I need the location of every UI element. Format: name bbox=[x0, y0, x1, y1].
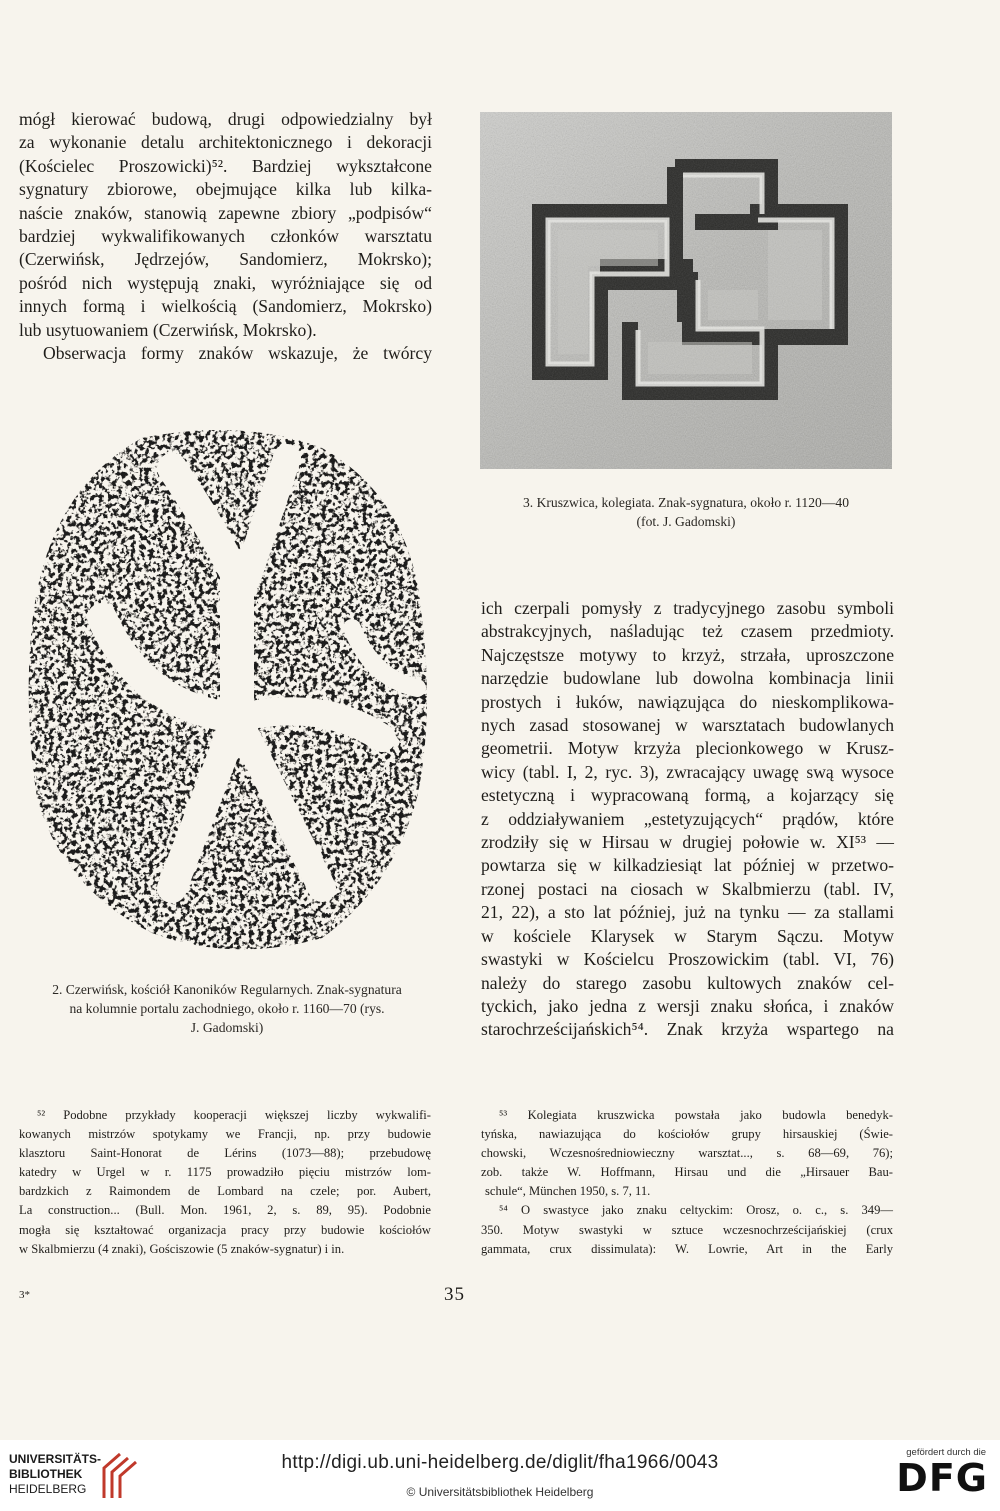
text-line: bardziej wykwalifikowanych członków warsztatu bbox=[19, 226, 432, 247]
text-line: abstrakcyjnych, naśladując też czasem przedmioty. bbox=[481, 621, 894, 642]
left-column-text bbox=[19, 108, 432, 365]
footnote-line: La construction... (Bull. Mon. 1961, 2, s. 89, 95). Podobnie bbox=[19, 1203, 431, 1218]
source-url-link[interactable]: http://digi.ub.uni-heidelberg.de/diglit/fha1966/0043 bbox=[281, 1452, 719, 1473]
text-line: rzonej postaci na ciosach w Skalbmierzu (tabl. IV, bbox=[481, 878, 894, 899]
text-line: innych formą i wielkością (Sandomierz, Mokrsko) bbox=[19, 296, 432, 317]
figure-3-caption bbox=[476, 493, 896, 531]
text-line: z oddziaływaniem „estetyzujących“ prądów, które bbox=[481, 808, 894, 829]
text-line: tyckich, jako jedna z wersji znaku słońca, i znaków bbox=[481, 995, 894, 1016]
footnote-line: ⁵⁴ O swastyce jako znaku celtyckim: Orosz, o. c., s. 349— bbox=[499, 1203, 893, 1218]
text-line: ich czerpali pomysły z tradycyjnego zasobu symboli bbox=[481, 598, 894, 618]
footnote-line: tyńska, nawiazująca do kościołów grupy hirsauskiej (Świe- bbox=[481, 1127, 893, 1142]
text-line: narzędzie budowlane lub dowolna kombinacja linii bbox=[481, 668, 894, 689]
caption-line: 2. Czerwińsk, kościół Kanoników Regularnych. Znak-sygnatura bbox=[52, 982, 402, 997]
funder-label: gefördert durch die bbox=[906, 1447, 986, 1458]
footnote-line: schule“, München 1950, s. 7, 11. bbox=[485, 1184, 651, 1199]
text-line: należy do starego zasobu kultowych znaków cel- bbox=[481, 972, 894, 993]
footnote-line: 350. Motyw swastyki w sztuce wczesnochrześcijańskiej (crux bbox=[481, 1222, 893, 1237]
footnote-line: chowski, Wczesnośredniowieczny warsztat..., s. 68—69, 76); bbox=[481, 1146, 893, 1161]
text-line: za wykonanie detalu architektonicznego i dekoracji bbox=[19, 132, 432, 153]
text-line: naście znaków, stanowią zapewne zbiory „podpisów“ bbox=[19, 202, 432, 223]
text-line: mógł kierować budową, drugi odpowiedzialny był bbox=[19, 109, 432, 129]
text-line: zrodziły się w Hirsau w drugiej połowie w. XI⁵³ — bbox=[481, 832, 894, 853]
text-line: nych zasad stosowanej w warsztatach budowlanych bbox=[481, 715, 894, 736]
footnote-line: ⁵³ Kolegiata kruszwicka powstała jako budowla benedyk- bbox=[499, 1108, 893, 1122]
text-line: Najczęstsze motywy to krzyż, strzała, uproszczone bbox=[481, 644, 894, 665]
institution-line: UNIVERSITÄTS- bbox=[9, 1452, 102, 1466]
dfg-logo[interactable]: DFG bbox=[896, 1456, 988, 1500]
right-column-text bbox=[481, 597, 894, 1042]
text-line: geometrii. Motyw krzyża plecionkowego w Krusz- bbox=[481, 738, 894, 759]
text-line: Obserwacja formy znaków wskazuje, że twórcy bbox=[43, 343, 432, 364]
figure-2-caption bbox=[17, 980, 437, 1037]
footnote-line: zob. także W. Hoffmann, Hirsau und die „Hirsauer Bau- bbox=[481, 1165, 893, 1180]
copyright-notice: © Universitätsbibliothek Heidelberg bbox=[406, 1485, 594, 1499]
footnote-line: bardzkich z Raimondem de Lombard na czele; por. Aubert, bbox=[19, 1184, 431, 1199]
text-line: swastyki w Kościelcu Proszowickim (tabl. VI, 76) bbox=[481, 949, 894, 970]
caption-line: 3. Kruszwica, kolegiata. Znak-sygnatura, około r. 1120—40 bbox=[522, 495, 850, 510]
footer-bar bbox=[0, 1440, 1000, 1511]
figure-3-photo bbox=[480, 112, 892, 469]
caption-line: J. Gadomski) bbox=[190, 1020, 264, 1035]
text-line: wicy (tabl. I, 2, ryc. 3), zwracający uwagę swą wysoce bbox=[481, 761, 894, 782]
footnote-line: klasztoru Saint-Honorat de Lérins (1073—88); przebudowę bbox=[19, 1146, 431, 1161]
text-line: estetyczną i wypracowaną formą, a kojarzący się bbox=[481, 785, 894, 806]
text-line: lub usytuowaniem (Czerwińsk, Mokrsko). bbox=[19, 319, 317, 340]
footnote-line: katedry w Urgel w r. 1175 prowadziło pięciu mistrzów lom- bbox=[19, 1165, 431, 1180]
text-line: w kościele Klarysek w Starym Sączu. Motyw bbox=[481, 925, 894, 946]
institution-line: BIBLIOTHEK bbox=[9, 1467, 83, 1481]
footnotes-left bbox=[19, 1106, 431, 1259]
text-line: 21, 22), a sto lat później, już na tynku — za stallami bbox=[481, 902, 894, 923]
text-line: powtarza się w kilkadziesiąt lat później w przetwo- bbox=[481, 855, 894, 876]
footnote-line: gammata, crux dissimulata): W. Lowrie, Art in the Early bbox=[481, 1241, 893, 1256]
page-number: 35 bbox=[444, 1284, 465, 1305]
institution-line: HEIDELBERG bbox=[9, 1482, 87, 1496]
footnote-line: mogła się kształtować organizacja pracy przy budowie kościołów bbox=[19, 1222, 431, 1237]
text-line: pośród nich występują znaki, wyróżniające się od bbox=[19, 272, 432, 293]
signature-mark: 3* bbox=[19, 1289, 30, 1301]
footnotes-right bbox=[481, 1106, 893, 1259]
text-line: (Kościelec Proszowicki)⁵². Bardziej wykształcone bbox=[19, 155, 432, 176]
footnote-line: kowanych mistrzów spotykamy we Francji, np. przy budowie bbox=[19, 1127, 431, 1142]
footnote-line: w Skalbmierzu (4 znaki), Gościszowie (5 znaków-sygnatur) i in. bbox=[19, 1241, 345, 1256]
footnote-line: ⁵² Podobne przykłady kooperacji większej liczby wykwalifi- bbox=[37, 1108, 431, 1122]
text-line: starochrześcijańskich⁵⁴. Znak krzyża wspartego na bbox=[481, 1019, 894, 1040]
caption-line: na kolumnie portalu zachodniego, około r. 1160—70 (rys. bbox=[69, 1001, 385, 1016]
text-line: (Czerwińsk, Jędrzejów, Sandomierz, Mokrsko); bbox=[19, 249, 432, 270]
caption-line: (fot. J. Gadomski) bbox=[636, 514, 736, 529]
text-line: prostych i łuków, nawiązująca do nieskomplikowa- bbox=[481, 691, 894, 712]
text-line: sygnatury zbiorowe, obejmujące kilka lub kilka- bbox=[19, 179, 432, 200]
figure-2-rubbing bbox=[22, 418, 440, 956]
